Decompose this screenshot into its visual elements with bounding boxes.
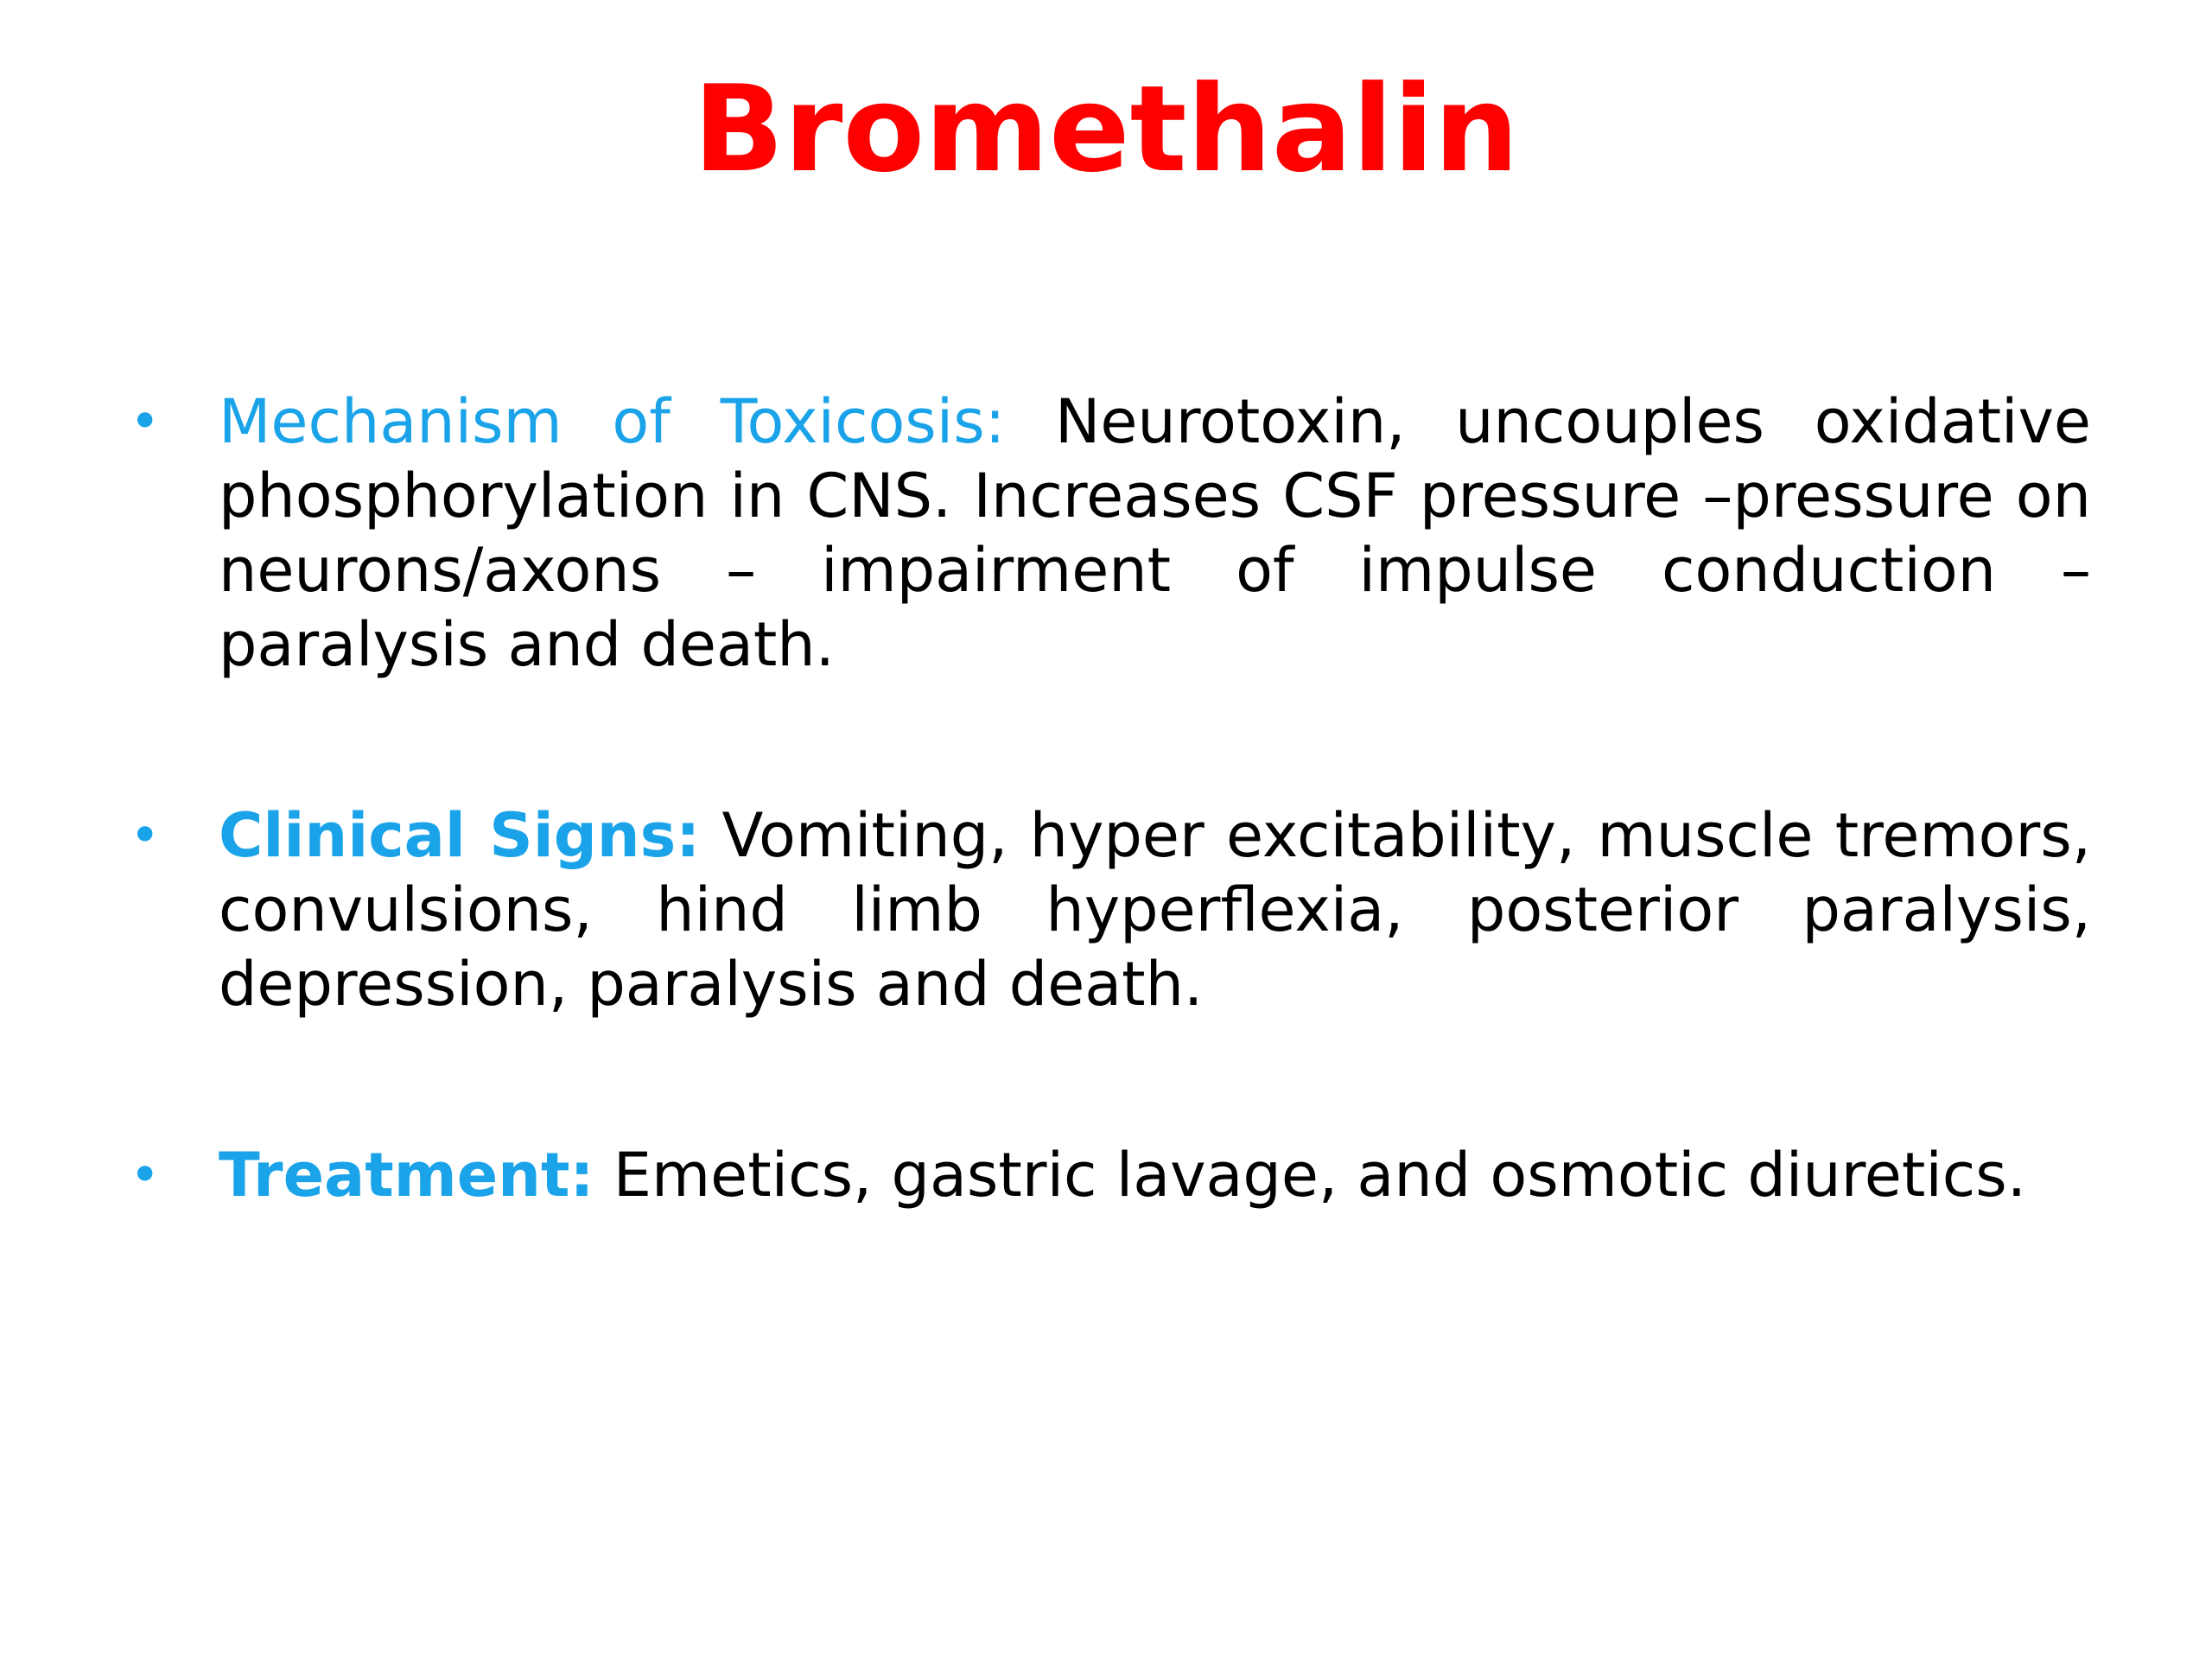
bullet-clinical-signs	[130, 798, 2091, 1021]
slide-title: Bromethalin	[693, 60, 1519, 199]
bullet-icon: •	[130, 805, 161, 866]
bullet-text-clinical-signs: Vomiting, hyper excitability, muscle tremors, convulsions, hind limb hyperflexia, posterior paralysis, depression, paralysis and death.	[219, 800, 2091, 1020]
bullet-icon: •	[130, 1145, 161, 1205]
bullet-mechanism	[130, 385, 2091, 682]
bullet-text-treatment: Emetics, gastric lavage, and osmotic diuretics.	[594, 1140, 2026, 1211]
bullet-text-mechanism: Neurotoxin, uncouples oxidative phosphorylation in CNS. Increases CSF pressure –pressure on neurons/axons – impairment of impulse conduction – paralysis and death.	[219, 386, 2091, 680]
bullet-label-clinical-signs: Clinical Signs:	[219, 800, 701, 871]
bullet-label-treatment: Treatment:	[219, 1140, 594, 1211]
bullet-label-mechanism: Mechanism of Toxicosis:	[219, 386, 1006, 457]
bullet-list	[130, 385, 2091, 1212]
bullet-treatment	[130, 1138, 2091, 1212]
bullet-icon: •	[130, 391, 161, 452]
